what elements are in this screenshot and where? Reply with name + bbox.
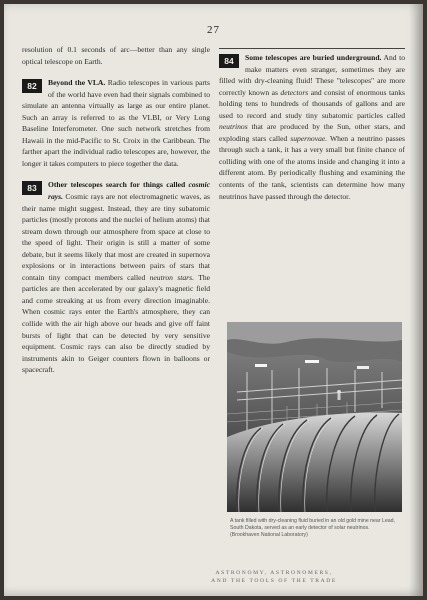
entry-83-text-a: Cosmic rays are not electromagnetic waves, as their name might suggest. Instead, they are tiny subatomic particles (mostly protons and the nuclei of helium atoms) that stream down through our atmosphere from space at close to the speed of light. Their origin is still a matter of some debate, but it seems likely that most are created in supernova explosions or in interactions between pairs of stars that contain tiny compact members called — [22, 192, 210, 282]
entry-84-text-c: that are produced by the Sun, other stars, and exploding stars called — [219, 122, 405, 143]
entry-84-heading: Some telescopes are buried underground. — [245, 53, 382, 62]
entry-84-term-detectors: detectors — [280, 87, 309, 97]
entry-83-term: neutron stars. — [149, 272, 194, 282]
entry-83-heading-text: Other telescopes search for things called — [48, 180, 189, 190]
footer-line-1: ASTRONOMY, ASTRONOMERS, — [215, 570, 333, 576]
entry-84-term-neutrinos: neutrinos — [219, 122, 248, 132]
neutrino-tank-illustration — [227, 322, 402, 512]
running-footer — [154, 570, 394, 585]
entry-83-text-b: The particles are then accelerated by our galaxy's magnetic field and come streaking at us from every direction imaginable. When cosmic rays enter the Earth's atmosphere, they can collide with the air high above our heads and give off faint bursts of light that can be detected by very sensitive equipment. Cosmic rays can also be directly studied by instruments akin to Geiger counters flown in balloons or spacecraft. — [22, 272, 211, 375]
column-top-rule — [219, 48, 405, 49]
entry-84-term-supernovae: supernovae. — [290, 133, 328, 143]
footer-line-2: AND THE TOOLS OF THE TRADE — [211, 577, 337, 584]
entry-82-heading: Beyond the VLA. — [48, 78, 106, 88]
neutrino-tank-photo — [227, 322, 402, 512]
page-edge-shadow — [409, 4, 423, 596]
entry-82-text: Radio telescopes in various parts of the world have even had their signals combined to simulate an antenna virtually as large as our entire planet. Such an array is referred to as the VLBI, or Very Long Baseline Interferometer. One such network stretches from Hawaii in the mid-Pacific to St. Croix in the Caribbean. The farther apart the individual radio telescopes are, however, the longer it takes computers to piece together the data. — [22, 78, 210, 168]
entry-number-badge: 83 — [22, 181, 42, 195]
entry-84-paragraph — [219, 52, 405, 202]
entry-84-text-d: When a neutrino passes through such a tank, it has a very small but finite chance of colliding with one of the atoms inside and changing it into a different atom. By periodically flushing and examining the contents of the tank, scientists can determine how many neutrinos have passed through the detector. — [219, 133, 405, 201]
entry-83 — [22, 179, 210, 375]
intro-paragraph: resolution of 0.1 seconds of arc—better than any single optical telescope on Earth. — [22, 45, 210, 66]
entry-84-text-a: And to make matters even stranger, sometimes they are filled with dry-cleaning fluid! These "telescopes" are more correctly known as — [219, 53, 405, 97]
left-column — [22, 44, 210, 376]
book-page — [4, 4, 423, 596]
entry-84-text-b: and consist of enormous tanks holding tens to hundreds of thousands of gallons and are used to record and study tiny subatomic particles called — [219, 87, 405, 120]
entry-number-badge: 82 — [22, 79, 42, 93]
right-column — [219, 52, 405, 202]
entry-83-heading-term: cosmic rays. — [48, 180, 210, 202]
entry-82-paragraph — [22, 77, 210, 169]
entry-number-badge: 84 — [219, 54, 239, 68]
entry-82 — [22, 77, 210, 169]
entry-83-paragraph — [22, 179, 210, 375]
entry-84 — [219, 52, 405, 202]
photo-caption: A tank filled with dry-cleaning fluid buried in an old gold mine near Lead, South Dakota, served as an early detector of solar neutrinos. (Brookhaven National Laboratory) — [230, 518, 395, 539]
page-number: 27 — [207, 24, 220, 36]
